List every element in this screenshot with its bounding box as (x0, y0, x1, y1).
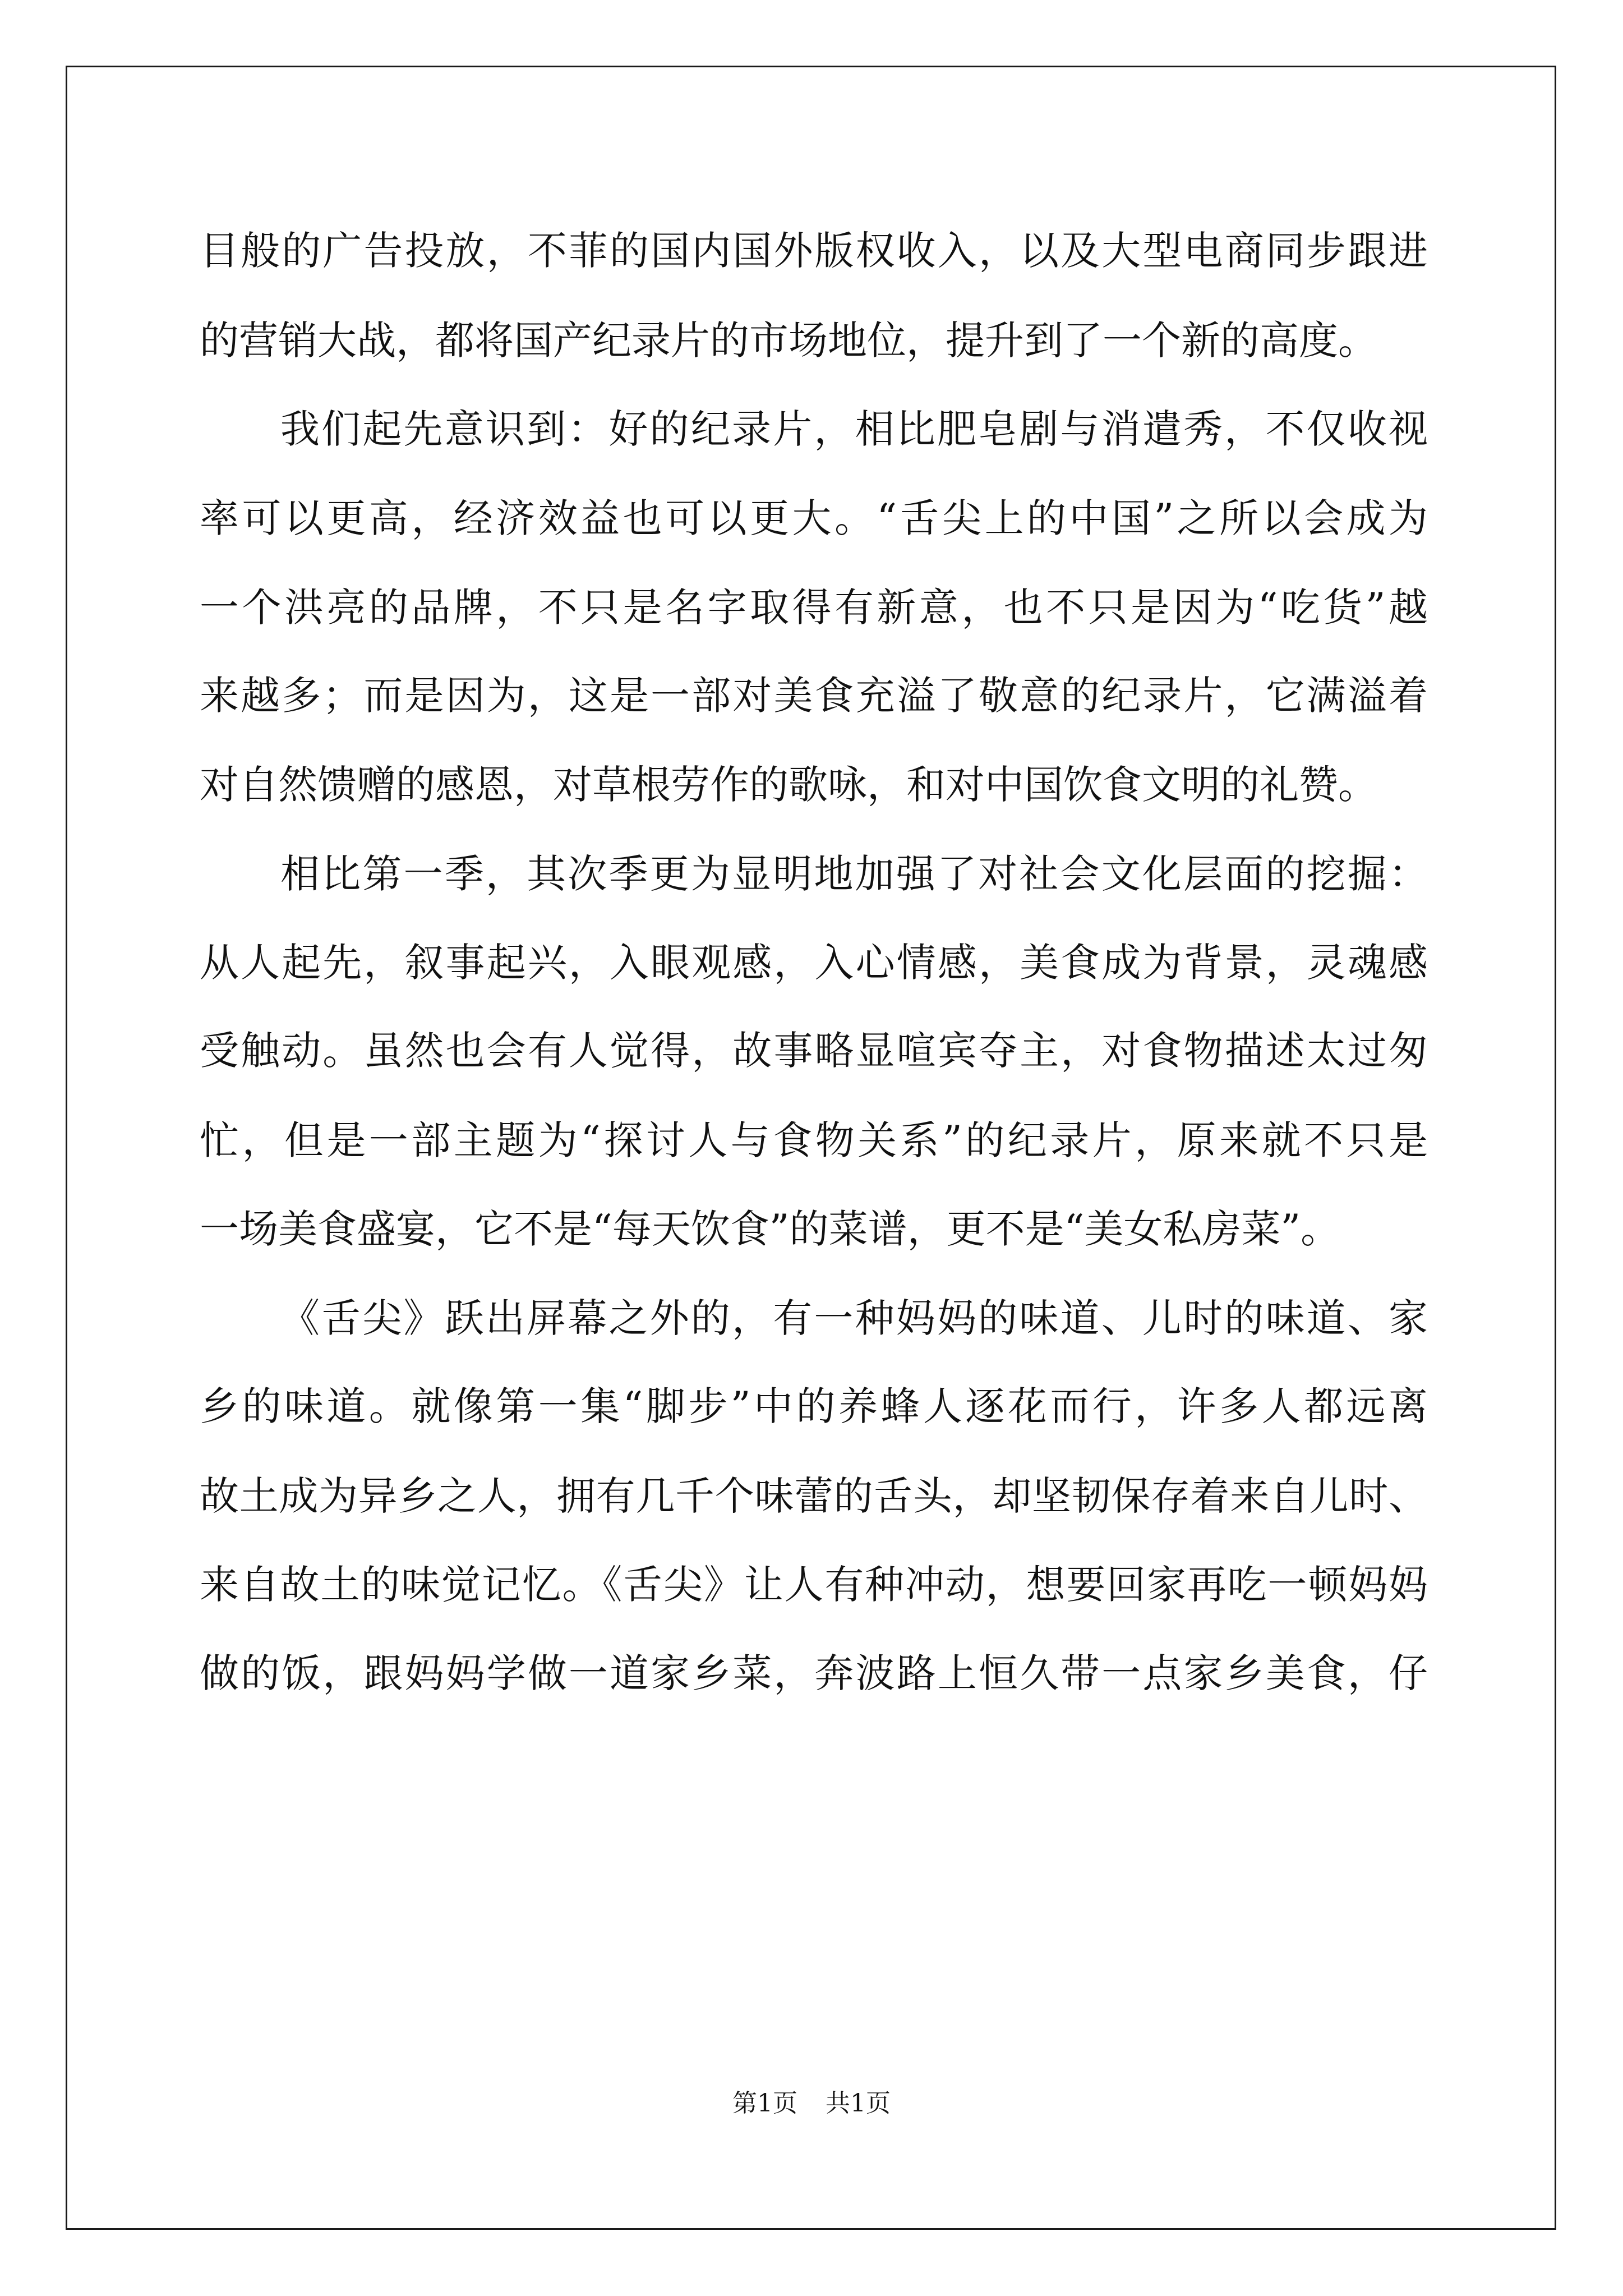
paragraph-line: 我们起先意识到：好的纪录片，相比肥皂剧与消遣秀，不仅收视 (280, 406, 1428, 452)
paragraph-line: 乡的味道。就像第一集“脚步”中的养蜂人逐花而行，许多人都远离 (200, 1383, 1428, 1429)
paragraph-line: 率可以更高，经济效益也可以更大。“舌尖上的中国”之所以会成为 (200, 495, 1428, 541)
paragraph-line: 做的饭，跟妈妈学做一道家乡菜，奔波路上恒久带一点家乡美食，仔 (200, 1650, 1428, 1696)
page-total: 共1页 (826, 2089, 891, 2118)
paragraph-line: 一个洪亮的品牌，不只是名字取得有新意，也不只是因为“吃货”越 (200, 585, 1428, 631)
paragraph-line: 来越多；而是因为，这是一部对美食充溢了敬意的纪录片，它满溢着 (200, 673, 1428, 719)
paragraph-line: 对自然馈赠的感恩，对草根劳作的歌咏，和对中国饮食文明的礼赞。 (200, 762, 1377, 808)
paragraph-line: 受触动。虽然也会有人觉得，故事略显喧宾夺主，对食物描述太过匆 (200, 1028, 1428, 1074)
paragraph-line: 目般的广告投放，不菲的国内国外版权收入，以及大型电商同步跟进 (200, 228, 1428, 274)
paragraph-line: 相比第一季，其次季更为显明地加强了对社会文化层面的挖掘： (280, 851, 1428, 897)
paragraph-line: 来自故土的味觉记忆。《舌尖》让人有种冲动，想要回家再吃一顿妈妈 (200, 1562, 1428, 1608)
paragraph-line: 故土成为异乡之人，拥有几千个味蕾的舌头，却坚韧保存着来自儿时、 (200, 1473, 1428, 1519)
page-footer (0, 2087, 1623, 2120)
page-number: 第1页 (732, 2089, 797, 2118)
paragraph-line: 一场美食盛宴，它不是“每天饮食”的菜谱，更不是“美女私房菜”。 (200, 1206, 1340, 1252)
paragraph-line: 忙，但是一部主题为“探讨人与食物关系”的纪录片，原来就不只是 (200, 1117, 1428, 1163)
paragraph-line: 的营销大战，都将国产纪录片的市场地位，提升到了一个新的高度。 (200, 318, 1377, 364)
paragraph-line: 《舌尖》跃出屏幕之外的，有一种妈妈的味道、儿时的味道、家 (280, 1295, 1428, 1341)
paragraph-line: 从人起先，叙事起兴，入眼观感，入心情感，美食成为背景，灵魂感 (200, 940, 1428, 986)
